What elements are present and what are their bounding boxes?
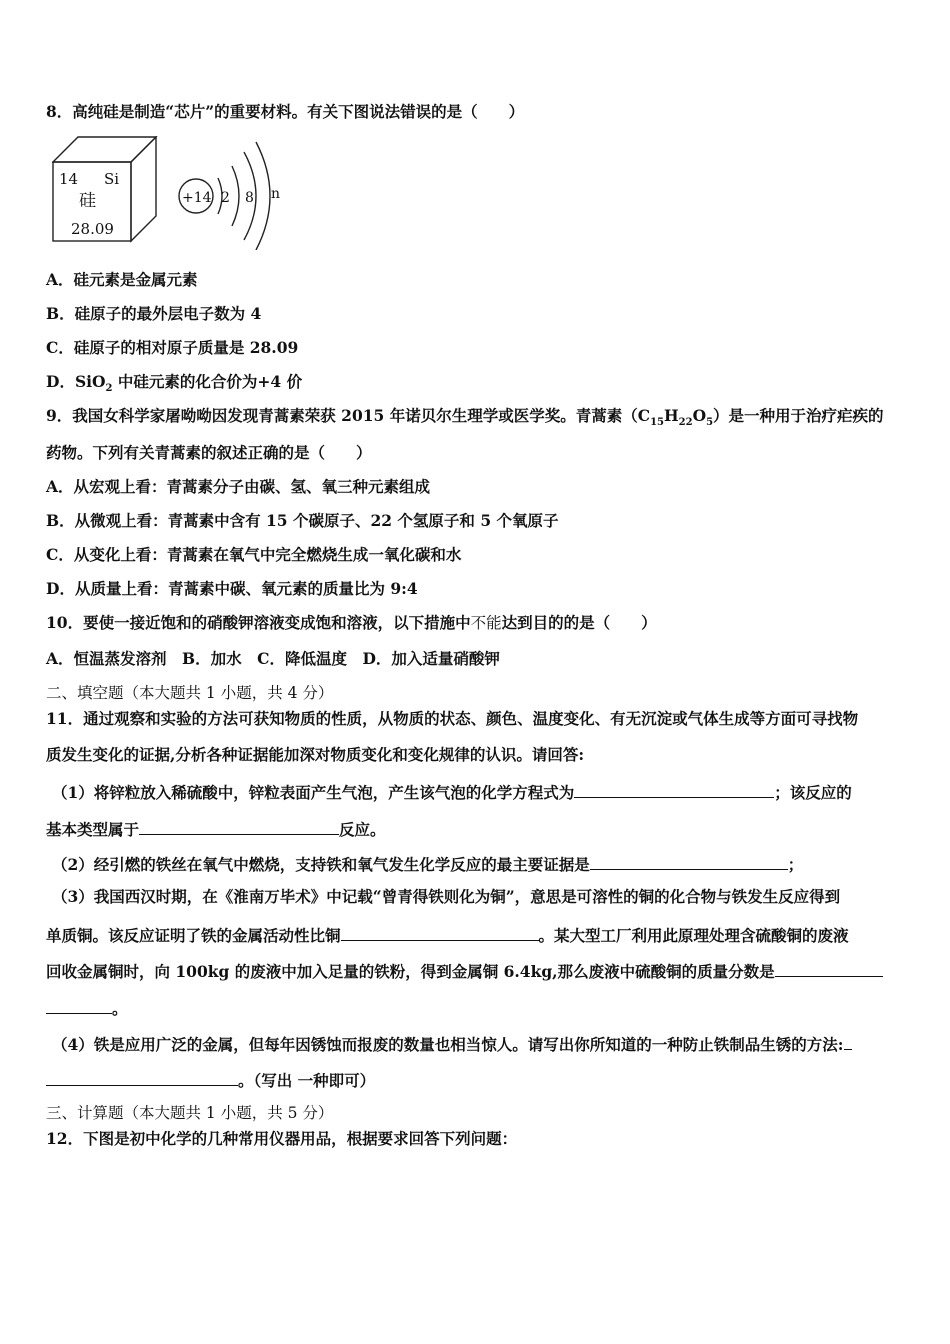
q11-stem-line1: 11．通过观察和实验的方法可获知物质的性质，从物质的状态、颜色、温度变化、有无沉淀或气体生成等方面可寻找物 <box>46 709 859 728</box>
q8-option-a: A．硅元素是金属元素 <box>46 270 198 289</box>
element-mass: 28.09 <box>71 220 114 238</box>
q11-part4-line1: （4）铁是应用广泛的金属，但每年因锈蚀而报废的数量也相当惊人。请写出你所知道的一种防止铁制品生锈的方法: <box>52 1033 852 1055</box>
q11-part4-line2: 。（写出 一种即可） <box>46 1069 375 1091</box>
element-symbol: Si <box>104 170 120 188</box>
q12-stem: 12．下图是初中化学的几种常用仪器用品，根据要求回答下列问题： <box>46 1129 518 1148</box>
q9-stem-line2: 药物。下列有关青蒿素的叙述正确的是（ ） <box>46 443 372 462</box>
q11-stem-line2: 质发生变化的证据,分析各种证据能加深对物质变化和变化规律的认识。请回答: <box>46 745 585 764</box>
q8-option-d: D．SiO$_2$ 中硅元素的化合价为+4 价 <box>46 372 303 395</box>
element-tile-figure <box>52 136 162 246</box>
q9-option-c: C．从变化上看：青蒿素在氧气中完全燃烧生成一氧化碳和水 <box>46 545 462 564</box>
q8-option-b: B．硅原子的最外层电子数为 4 <box>46 304 262 323</box>
shell-2-electrons: 8 <box>245 190 254 206</box>
element-name: 硅 <box>79 191 96 211</box>
q11-part1-line2: 基本类型属于 反应。 <box>46 820 386 839</box>
q9-option-b: B．从微观上看：青蒿素中含有 15 个碳原子、22 个氢原子和 5 个氧原子 <box>46 511 559 530</box>
shell-1-electrons: 2 <box>221 190 230 206</box>
shell-3-electrons: n <box>271 186 281 202</box>
q11-part3-line1: （3）我国西汉时期，在《淮南万毕术》中记载“曾青得铁则化为铜”，意思是可溶性的铜的化合物与铁发生反应得到 <box>52 887 841 906</box>
q9-option-d: D．从质量上看：青蒿素中碳、氧元素的质量比为 9:4 <box>46 579 418 598</box>
q11-part1-line1: （1）将锌粒放入稀硫酸中，锌粒表面产生气泡，产生该气泡的化学方程式为 ；该反应的 <box>52 783 852 802</box>
atomic-structure-figure <box>176 140 286 250</box>
q10-stem: 10．要使一接近饱和的硝酸钾溶液变成饱和溶液，以下措施中不能达到目的的是（ ） <box>46 613 657 632</box>
q11-part3-line4: 。 <box>46 997 128 1019</box>
q9-option-a: A．从宏观上看：青蒿素分子由碳、氢、氧三种元素组成 <box>46 477 431 496</box>
q8-stem: 8．高纯硅是制造“芯片”的重要材料。有关下图说法错误的是（ ） <box>46 102 525 121</box>
answer-blank-mass-fraction-b[interactable] <box>46 997 112 1014</box>
q10-options: A．恒温蒸发溶剂 B．加水 C．降低温度 D．加入适量硝酸钾 <box>46 649 500 668</box>
element-number: 14 <box>59 170 79 188</box>
q11-part3-line2: 单质铜。该反应证明了铁的金属活动性比铜 。某大型工厂利用此原理处理含硫酸铜的废液 <box>46 926 849 945</box>
answer-blank-rust-a[interactable] <box>844 1033 852 1050</box>
nucleus-charge: +14 <box>182 190 212 206</box>
answer-blank-reaction-type[interactable] <box>139 818 339 835</box>
q8-option-c: C．硅原子的相对原子质量是 28.09 <box>46 338 299 357</box>
q9-stem-line1: 9．我国女科学家屠呦呦因发现青蒿素荣获 2015 年诺贝尔生理学或医学奖。青蒿素$(C_{15}H_{22}O_5)$是一种用于治疗疟疾的 <box>46 406 884 429</box>
answer-blank-activity[interactable] <box>341 924 539 941</box>
answer-blank-evidence[interactable] <box>590 853 788 870</box>
answer-blank-rust-b[interactable] <box>46 1069 238 1086</box>
answer-blank-mass-fraction-a[interactable] <box>775 960 883 977</box>
q11-part2: （2）经引燃的铁丝在氧气中燃烧，支持铁和氧气发生化学反应的最主要证据是 ； <box>52 855 804 874</box>
section-3-heading: 三、计算题（本大题共 1 小题，共 5 分） <box>46 1104 334 1122</box>
answer-blank-equation[interactable] <box>574 781 774 798</box>
q11-part3-line3: 回收金属铜时，向 100kg 的废液中加入足量的铁粉，得到金属铜 6.4kg,那么废液中硫酸铜的质量分数是 <box>46 960 883 982</box>
section-2-heading: 二、填空题（本大题共 1 小题，共 4 分） <box>46 684 334 702</box>
